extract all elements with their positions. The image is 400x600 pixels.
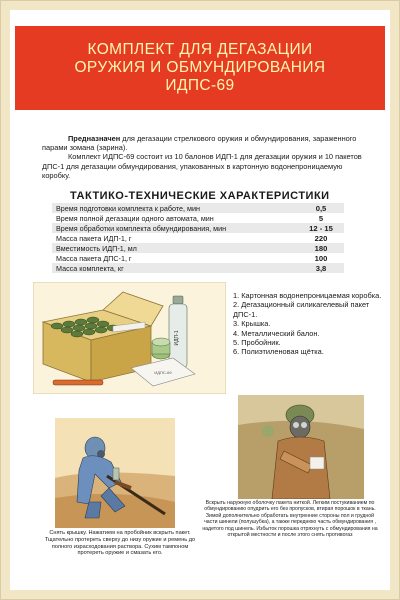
spec-label: Масса комплекта, кг [56, 263, 124, 273]
list-item: 4. Металлический балон. [233, 328, 320, 338]
spec-value: 5 [318, 213, 324, 223]
title-line-3: ИДПС-69 [165, 77, 235, 94]
parts-list [233, 291, 383, 357]
intro-rest: для дегазации стрелкового оружия и обмундирования, зараженного парами зомана (зарина). [42, 134, 357, 153]
uniform-degassing-illustration [238, 395, 364, 499]
spec-value: 3,8 [315, 263, 327, 273]
title-line-1: КОМПЛЕКТ ДЛЯ ДЕГАЗАЦИИ [87, 41, 313, 58]
spec-value: 180 [314, 243, 328, 253]
packet-label: ИДПС-69 [154, 370, 172, 375]
spec-value: 220 [314, 233, 328, 243]
intro-text [42, 134, 368, 180]
kit-illustration [33, 282, 226, 394]
spec-row [52, 203, 344, 213]
spec-row [52, 243, 344, 253]
title-line-2: ОРУЖИЯ И ОБМУНДИРОВАНИЯ [74, 59, 326, 76]
spec-label: Вместимость ИДП-1, мл [56, 243, 137, 253]
intro-paragraph-1 [42, 134, 368, 152]
intro-paragraph-2: Комплект ИДПС-69 состоит из 10 балонов ИДП-1 для дегазации оружия и 10 пакетов ДПС-1 для дегазации обмундирования, упакованных в картонную водонепроницаемую коробку. [42, 152, 362, 180]
spec-label: Масса пакета ИДП-1, г [56, 233, 132, 243]
list-item: 1. Картонная водонепроницаемая коробка. [233, 291, 382, 300]
spec-row [52, 223, 344, 233]
spec-value: 0,5 [315, 203, 327, 213]
spec-label: Масса пакета ДПС-1, г [56, 253, 132, 263]
weapon-degassing-illustration [55, 418, 175, 528]
spec-row [52, 213, 344, 223]
spec-row [52, 253, 344, 263]
spec-value: 100 [314, 253, 328, 263]
list-item: 2. Дегазационный силикагелевый пакет ДПС-1. [233, 300, 370, 319]
spec-title: ТАКТИКО-ТЕХНИЧЕСКИЕ ХАРАКТЕРИСТИКИ [70, 190, 330, 202]
list-item: 3. Крышка. [233, 319, 271, 329]
spec-table [52, 203, 344, 273]
spec-row [52, 263, 344, 273]
spec-label: Время подготовки комплекта к работе, мин [56, 203, 200, 213]
spec-row [52, 233, 344, 243]
spec-value: 12 - 15 [309, 223, 333, 233]
canister-label: ИДП-1 [174, 330, 180, 346]
caption-weapon: Снять крышку. Нажатием на пробойник вскрыть пакет. Тщательно протереть сверху до низу оружие и ремень до полного израсходования раствора. Сухим тампоном протереть оружие и смазать его. [44, 530, 196, 557]
caption-uniform: Вскрыть наружную оболочку пакета ниткой. Легким постукиванием по обмундированию опудрить его без пропусков, втирая порошок в ткань. Зимой дополнительно обработать внутренние стороны пол и грудной части шинели (полушубка), а также переднюю часть обмундирования , надетого под шинель. Избыток порошка отряхнуть с обмундирования на открытой местности и после этого снять противогаз [202, 500, 378, 539]
spec-label: Время обработки комплекта обмундирования, мин [56, 223, 227, 233]
intro-bold: Предназначен [68, 134, 121, 143]
list-item: 6. Полиэтиленовая щётка. [233, 347, 324, 357]
spec-label: Время полной дегазации одного автомата, мин [56, 213, 214, 223]
list-item: 5. Пробойник. [233, 338, 281, 348]
title-banner [15, 26, 385, 110]
